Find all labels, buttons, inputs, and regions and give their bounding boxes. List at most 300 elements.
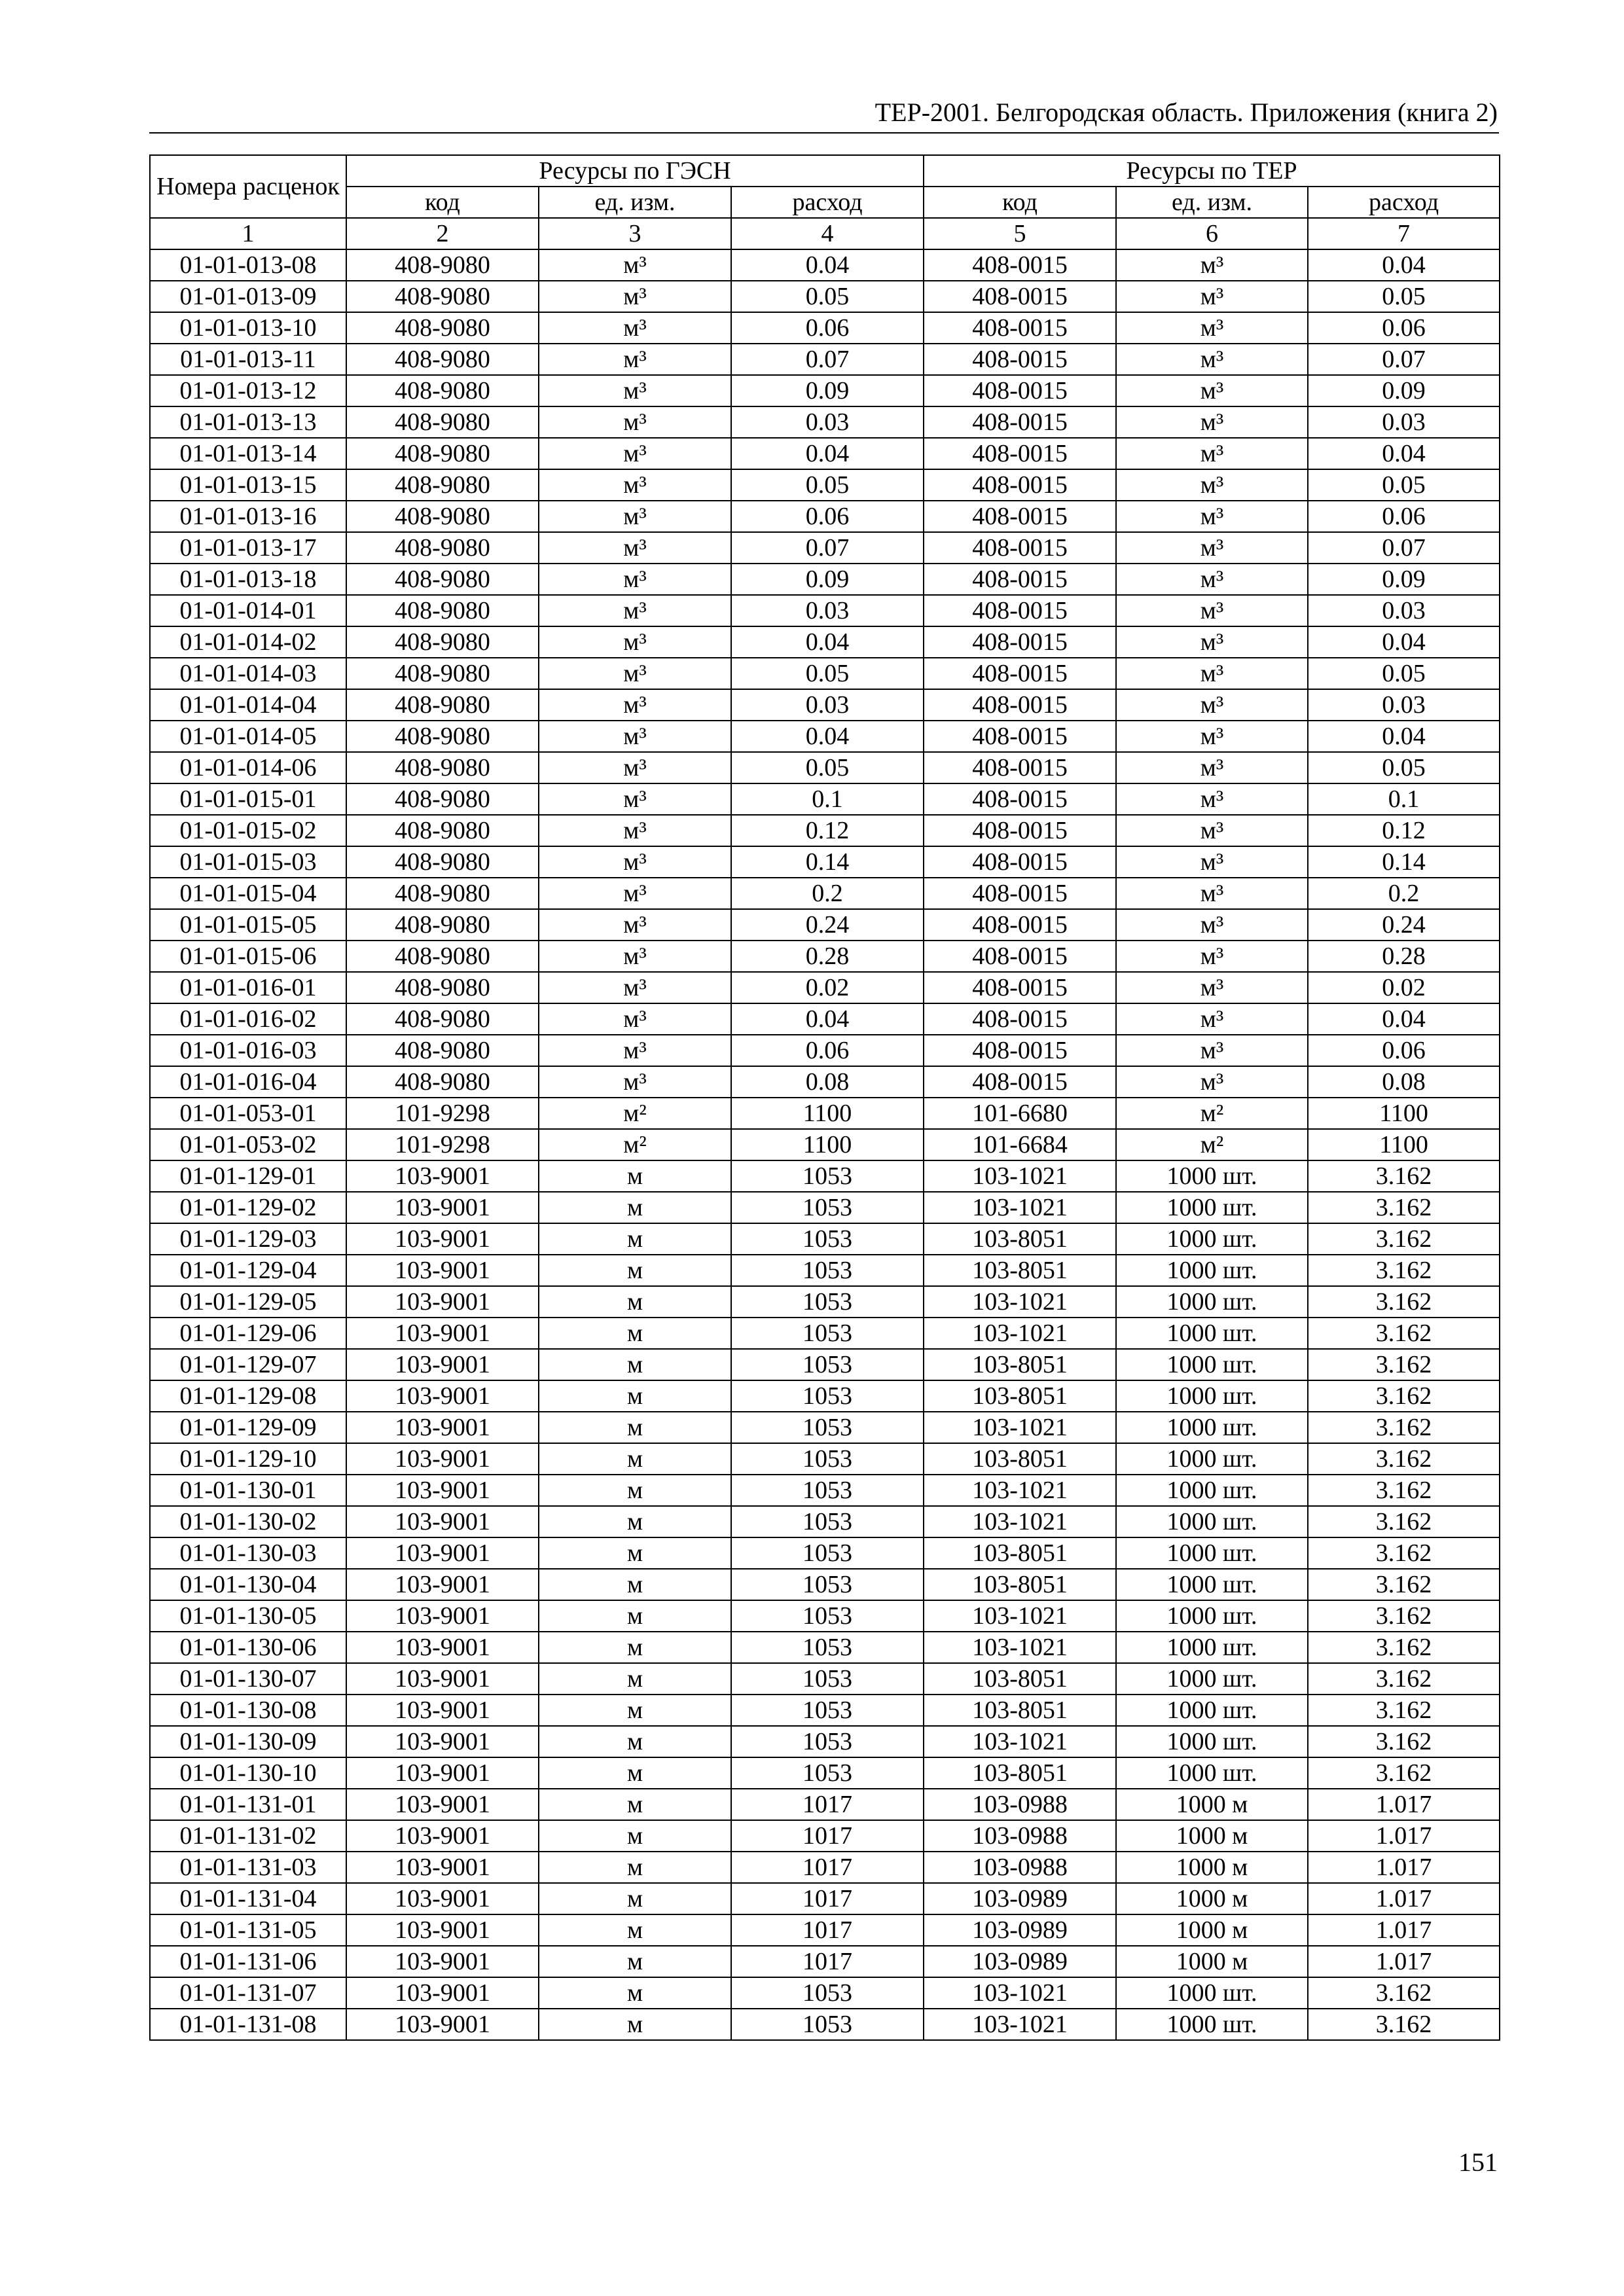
column-header-ter-code: код xyxy=(924,187,1116,218)
gesn-code-cell: 408-9080 xyxy=(346,941,539,972)
ter-consumption-cell: 3.162 xyxy=(1308,2009,1500,2040)
ter-unit-cell: м³ xyxy=(1116,406,1308,438)
gesn-consumption-cell: 1053 xyxy=(731,1506,924,1537)
rate-number-cell: 01-01-053-01 xyxy=(150,1098,346,1129)
gesn-unit-cell: м³ xyxy=(539,312,731,344)
ter-consumption-cell: 0.04 xyxy=(1308,249,1500,281)
gesn-unit-cell: м³ xyxy=(539,406,731,438)
ter-consumption-cell: 0.04 xyxy=(1308,626,1500,658)
ter-consumption-cell: 3.162 xyxy=(1308,1757,1500,1789)
ter-code-cell: 408-0015 xyxy=(924,972,1116,1003)
gesn-consumption-cell: 0.04 xyxy=(731,626,924,658)
gesn-code-cell: 101-9298 xyxy=(346,1098,539,1129)
ter-consumption-cell: 3.162 xyxy=(1308,1412,1500,1443)
ter-code-cell: 103-8051 xyxy=(924,1695,1116,1726)
column-number: 7 xyxy=(1308,218,1500,249)
ter-unit-cell: м³ xyxy=(1116,501,1308,532)
ter-unit-cell: м³ xyxy=(1116,909,1308,941)
gesn-consumption-cell: 0.04 xyxy=(731,721,924,752)
ter-code-cell: 103-1021 xyxy=(924,1318,1116,1349)
ter-unit-cell: 1000 шт. xyxy=(1116,1695,1308,1726)
table-row xyxy=(150,626,1500,658)
gesn-code-cell: 103-9001 xyxy=(346,1914,539,1946)
gesn-unit-cell: м³ xyxy=(539,249,731,281)
table-row xyxy=(150,721,1500,752)
ter-code-cell: 408-0015 xyxy=(924,846,1116,878)
gesn-unit-cell: м xyxy=(539,1726,731,1757)
ter-consumption-cell: 0.24 xyxy=(1308,909,1500,941)
ter-consumption-cell: 0.03 xyxy=(1308,595,1500,626)
ter-consumption-cell: 3.162 xyxy=(1308,1318,1500,1349)
gesn-unit-cell: м³ xyxy=(539,469,731,501)
gesn-unit-cell: м³ xyxy=(539,878,731,909)
rate-number-cell: 01-01-014-06 xyxy=(150,752,346,783)
ter-code-cell: 103-1021 xyxy=(924,1412,1116,1443)
rate-number-cell: 01-01-129-06 xyxy=(150,1318,346,1349)
gesn-consumption-cell: 1053 xyxy=(731,1475,924,1506)
gesn-code-cell: 103-9001 xyxy=(346,1537,539,1569)
gesn-consumption-cell: 1017 xyxy=(731,1789,924,1820)
table-row xyxy=(150,1506,1500,1537)
table-row xyxy=(150,1318,1500,1349)
gesn-code-cell: 408-9080 xyxy=(346,721,539,752)
ter-code-cell: 408-0015 xyxy=(924,375,1116,406)
gesn-code-cell: 103-9001 xyxy=(346,2009,539,2040)
table-row xyxy=(150,1223,1500,1255)
ter-consumption-cell: 0.05 xyxy=(1308,469,1500,501)
gesn-code-cell: 103-9001 xyxy=(346,1726,539,1757)
rate-number-cell: 01-01-053-02 xyxy=(150,1129,346,1160)
gesn-code-cell: 408-9080 xyxy=(346,406,539,438)
gesn-consumption-cell: 1100 xyxy=(731,1098,924,1129)
rate-number-cell: 01-01-013-09 xyxy=(150,281,346,312)
table-row xyxy=(150,595,1500,626)
rate-number-cell: 01-01-014-04 xyxy=(150,689,346,721)
gesn-code-cell: 408-9080 xyxy=(346,249,539,281)
ter-unit-cell: 1000 м xyxy=(1116,1914,1308,1946)
gesn-consumption-cell: 1017 xyxy=(731,1852,924,1883)
ter-consumption-cell: 0.09 xyxy=(1308,564,1500,595)
gesn-unit-cell: м xyxy=(539,1600,731,1632)
ter-code-cell: 103-8051 xyxy=(924,1757,1116,1789)
ter-code-cell: 408-0015 xyxy=(924,658,1116,689)
gesn-unit-cell: м xyxy=(539,1883,731,1914)
ter-unit-cell: м³ xyxy=(1116,564,1308,595)
gesn-consumption-cell: 1053 xyxy=(731,1537,924,1569)
table-row xyxy=(150,1946,1500,1977)
gesn-code-cell: 408-9080 xyxy=(346,626,539,658)
ter-consumption-cell: 3.162 xyxy=(1308,1600,1500,1632)
gesn-consumption-cell: 0.03 xyxy=(731,406,924,438)
gesn-consumption-cell: 0.06 xyxy=(731,1035,924,1066)
table-row xyxy=(150,469,1500,501)
rate-number-cell: 01-01-013-12 xyxy=(150,375,346,406)
table-row xyxy=(150,312,1500,344)
table-row xyxy=(150,1600,1500,1632)
gesn-code-cell: 103-9001 xyxy=(346,1443,539,1475)
table-row xyxy=(150,689,1500,721)
ter-consumption-cell: 0.03 xyxy=(1308,689,1500,721)
gesn-consumption-cell: 1053 xyxy=(731,1255,924,1286)
ter-unit-cell: 1000 шт. xyxy=(1116,1160,1308,1192)
table-row xyxy=(150,1035,1500,1066)
rate-number-cell: 01-01-016-02 xyxy=(150,1003,346,1035)
column-header-rate-number: Номера расценок xyxy=(150,155,346,218)
gesn-code-cell: 103-9001 xyxy=(346,1569,539,1600)
ter-code-cell: 408-0015 xyxy=(924,752,1116,783)
gesn-unit-cell: м³ xyxy=(539,1066,731,1098)
rate-number-cell: 01-01-014-02 xyxy=(150,626,346,658)
rate-number-cell: 01-01-130-09 xyxy=(150,1726,346,1757)
ter-unit-cell: м³ xyxy=(1116,469,1308,501)
ter-consumption-cell: 3.162 xyxy=(1308,1663,1500,1695)
table-row xyxy=(150,344,1500,375)
gesn-consumption-cell: 1053 xyxy=(731,1600,924,1632)
ter-code-cell: 103-8051 xyxy=(924,1223,1116,1255)
ter-unit-cell: 1000 шт. xyxy=(1116,1569,1308,1600)
rate-number-cell: 01-01-014-03 xyxy=(150,658,346,689)
ter-consumption-cell: 0.04 xyxy=(1308,438,1500,469)
ter-code-cell: 408-0015 xyxy=(924,406,1116,438)
gesn-code-cell: 103-9001 xyxy=(346,1380,539,1412)
ter-unit-cell: 1000 м xyxy=(1116,1820,1308,1852)
gesn-consumption-cell: 0.2 xyxy=(731,878,924,909)
gesn-unit-cell: м³ xyxy=(539,689,731,721)
gesn-unit-cell: м xyxy=(539,1914,731,1946)
gesn-unit-cell: м xyxy=(539,2009,731,2040)
ter-consumption-cell: 3.162 xyxy=(1308,1286,1500,1318)
ter-unit-cell: 1000 шт. xyxy=(1116,1286,1308,1318)
gesn-code-cell: 408-9080 xyxy=(346,344,539,375)
rate-number-cell: 01-01-129-04 xyxy=(150,1255,346,1286)
table-row xyxy=(150,815,1500,846)
table-row xyxy=(150,1160,1500,1192)
table-row xyxy=(150,658,1500,689)
ter-unit-cell: м³ xyxy=(1116,1066,1308,1098)
rate-number-cell: 01-01-015-05 xyxy=(150,909,346,941)
ter-code-cell: 103-8051 xyxy=(924,1537,1116,1569)
gesn-code-cell: 408-9080 xyxy=(346,658,539,689)
ter-code-cell: 101-6684 xyxy=(924,1129,1116,1160)
gesn-code-cell: 103-9001 xyxy=(346,1946,539,1977)
gesn-consumption-cell: 1053 xyxy=(731,1380,924,1412)
gesn-unit-cell: м xyxy=(539,1160,731,1192)
gesn-code-cell: 408-9080 xyxy=(346,564,539,595)
gesn-code-cell: 408-9080 xyxy=(346,846,539,878)
gesn-code-cell: 101-9298 xyxy=(346,1129,539,1160)
ter-consumption-cell: 3.162 xyxy=(1308,1160,1500,1192)
gesn-consumption-cell: 0.07 xyxy=(731,532,924,564)
table-row xyxy=(150,1192,1500,1223)
rate-number-cell: 01-01-015-03 xyxy=(150,846,346,878)
ter-consumption-cell: 1.017 xyxy=(1308,1789,1500,1820)
rate-number-cell: 01-01-014-05 xyxy=(150,721,346,752)
table-row xyxy=(150,846,1500,878)
table-row xyxy=(150,878,1500,909)
ter-unit-cell: м³ xyxy=(1116,689,1308,721)
table-row xyxy=(150,1129,1500,1160)
ter-unit-cell: 1000 шт. xyxy=(1116,1443,1308,1475)
table-row xyxy=(150,1726,1500,1757)
ter-unit-cell: 1000 шт. xyxy=(1116,1600,1308,1632)
rate-number-cell: 01-01-131-07 xyxy=(150,1977,346,2009)
table-row xyxy=(150,1757,1500,1789)
gesn-unit-cell: м³ xyxy=(539,564,731,595)
rate-number-cell: 01-01-129-09 xyxy=(150,1412,346,1443)
gesn-unit-cell: м² xyxy=(539,1129,731,1160)
table-row xyxy=(150,438,1500,469)
column-header-ter-consumption: расход xyxy=(1308,187,1500,218)
table-row xyxy=(150,1098,1500,1129)
ter-code-cell: 103-1021 xyxy=(924,1726,1116,1757)
gesn-unit-cell: м³ xyxy=(539,344,731,375)
gesn-unit-cell: м³ xyxy=(539,815,731,846)
ter-consumption-cell: 3.162 xyxy=(1308,1349,1500,1380)
table-header-row-1 xyxy=(150,155,1500,187)
column-number: 5 xyxy=(924,218,1116,249)
gesn-unit-cell: м xyxy=(539,1349,731,1380)
ter-code-cell: 103-0989 xyxy=(924,1946,1116,1977)
gesn-code-cell: 103-9001 xyxy=(346,1977,539,2009)
gesn-unit-cell: м² xyxy=(539,1098,731,1129)
ter-code-cell: 408-0015 xyxy=(924,501,1116,532)
gesn-consumption-cell: 1053 xyxy=(731,1757,924,1789)
ter-consumption-cell: 0.06 xyxy=(1308,1035,1500,1066)
rate-number-cell: 01-01-129-08 xyxy=(150,1380,346,1412)
gesn-code-cell: 408-9080 xyxy=(346,815,539,846)
ter-code-cell: 103-0988 xyxy=(924,1820,1116,1852)
gesn-unit-cell: м³ xyxy=(539,721,731,752)
gesn-code-cell: 408-9080 xyxy=(346,1003,539,1035)
ter-code-cell: 103-0989 xyxy=(924,1883,1116,1914)
ter-unit-cell: 1000 шт. xyxy=(1116,1412,1308,1443)
rate-number-cell: 01-01-013-16 xyxy=(150,501,346,532)
ter-code-cell: 408-0015 xyxy=(924,941,1116,972)
table-row xyxy=(150,1632,1500,1663)
gesn-unit-cell: м xyxy=(539,1255,731,1286)
gesn-unit-cell: м xyxy=(539,1757,731,1789)
column-group-ter: Ресурсы по ТЕР xyxy=(924,155,1500,187)
ter-consumption-cell: 0.04 xyxy=(1308,1003,1500,1035)
ter-code-cell: 103-8051 xyxy=(924,1569,1116,1600)
table-row xyxy=(150,532,1500,564)
table-row xyxy=(150,783,1500,815)
rate-number-cell: 01-01-014-01 xyxy=(150,595,346,626)
gesn-unit-cell: м³ xyxy=(539,595,731,626)
ter-unit-cell: м³ xyxy=(1116,438,1308,469)
gesn-consumption-cell: 0.03 xyxy=(731,595,924,626)
rate-number-cell: 01-01-015-06 xyxy=(150,941,346,972)
rate-number-cell: 01-01-129-10 xyxy=(150,1443,346,1475)
gesn-consumption-cell: 0.05 xyxy=(731,469,924,501)
rate-number-cell: 01-01-130-07 xyxy=(150,1663,346,1695)
gesn-consumption-cell: 0.05 xyxy=(731,281,924,312)
ter-consumption-cell: 3.162 xyxy=(1308,1726,1500,1757)
ter-unit-cell: м³ xyxy=(1116,344,1308,375)
gesn-code-cell: 103-9001 xyxy=(346,1600,539,1632)
gesn-code-cell: 408-9080 xyxy=(346,972,539,1003)
ter-unit-cell: м³ xyxy=(1116,375,1308,406)
gesn-consumption-cell: 0.1 xyxy=(731,783,924,815)
ter-unit-cell: м³ xyxy=(1116,249,1308,281)
table-row xyxy=(150,972,1500,1003)
gesn-unit-cell: м xyxy=(539,1946,731,1977)
ter-consumption-cell: 3.162 xyxy=(1308,1255,1500,1286)
table-row xyxy=(150,1820,1500,1852)
gesn-unit-cell: м xyxy=(539,1318,731,1349)
ter-consumption-cell: 1.017 xyxy=(1308,1852,1500,1883)
ter-unit-cell: м³ xyxy=(1116,626,1308,658)
ter-code-cell: 408-0015 xyxy=(924,815,1116,846)
gesn-consumption-cell: 1053 xyxy=(731,1318,924,1349)
ter-consumption-cell: 3.162 xyxy=(1308,1475,1500,1506)
ter-consumption-cell: 0.02 xyxy=(1308,972,1500,1003)
page-number: 151 xyxy=(1458,2147,1498,2177)
rate-number-cell: 01-01-016-03 xyxy=(150,1035,346,1066)
gesn-unit-cell: м³ xyxy=(539,909,731,941)
ter-unit-cell: 1000 шт. xyxy=(1116,1349,1308,1380)
gesn-unit-cell: м xyxy=(539,1789,731,1820)
ter-unit-cell: м³ xyxy=(1116,595,1308,626)
gesn-consumption-cell: 1053 xyxy=(731,1569,924,1600)
ter-unit-cell: м³ xyxy=(1116,1003,1308,1035)
gesn-unit-cell: м³ xyxy=(539,438,731,469)
ter-consumption-cell: 1.017 xyxy=(1308,1946,1500,1977)
gesn-unit-cell: м³ xyxy=(539,1035,731,1066)
gesn-unit-cell: м xyxy=(539,1820,731,1852)
gesn-consumption-cell: 0.09 xyxy=(731,375,924,406)
table-column-numbers-row xyxy=(150,218,1500,249)
rate-number-cell: 01-01-131-05 xyxy=(150,1914,346,1946)
gesn-consumption-cell: 1053 xyxy=(731,1192,924,1223)
gesn-consumption-cell: 1053 xyxy=(731,2009,924,2040)
table-row xyxy=(150,501,1500,532)
gesn-code-cell: 408-9080 xyxy=(346,595,539,626)
rate-number-cell: 01-01-130-03 xyxy=(150,1537,346,1569)
table-row xyxy=(150,249,1500,281)
ter-code-cell: 103-1021 xyxy=(924,1632,1116,1663)
table-row xyxy=(150,406,1500,438)
rate-number-cell: 01-01-013-13 xyxy=(150,406,346,438)
gesn-code-cell: 103-9001 xyxy=(346,1506,539,1537)
ter-unit-cell: м³ xyxy=(1116,783,1308,815)
rate-number-cell: 01-01-013-18 xyxy=(150,564,346,595)
ter-code-cell: 103-1021 xyxy=(924,1475,1116,1506)
gesn-code-cell: 408-9080 xyxy=(346,501,539,532)
gesn-unit-cell: м xyxy=(539,1977,731,2009)
table-header-row-2 xyxy=(150,187,1500,218)
ter-code-cell: 103-1021 xyxy=(924,1160,1116,1192)
column-number: 3 xyxy=(539,218,731,249)
rate-number-cell: 01-01-013-17 xyxy=(150,532,346,564)
ter-code-cell: 103-1021 xyxy=(924,1977,1116,2009)
table-row xyxy=(150,1380,1500,1412)
gesn-unit-cell: м³ xyxy=(539,1003,731,1035)
ter-unit-cell: м³ xyxy=(1116,1035,1308,1066)
gesn-code-cell: 103-9001 xyxy=(346,1160,539,1192)
gesn-consumption-cell: 0.04 xyxy=(731,438,924,469)
ter-consumption-cell: 0.05 xyxy=(1308,658,1500,689)
ter-code-cell: 408-0015 xyxy=(924,909,1116,941)
gesn-unit-cell: м xyxy=(539,1569,731,1600)
ter-unit-cell: 1000 шт. xyxy=(1116,1380,1308,1412)
gesn-unit-cell: м³ xyxy=(539,752,731,783)
ter-unit-cell: м³ xyxy=(1116,658,1308,689)
rate-number-cell: 01-01-129-01 xyxy=(150,1160,346,1192)
table-row xyxy=(150,1789,1500,1820)
rate-number-cell: 01-01-130-10 xyxy=(150,1757,346,1789)
ter-code-cell: 101-6680 xyxy=(924,1098,1116,1129)
ter-consumption-cell: 0.06 xyxy=(1308,501,1500,532)
gesn-unit-cell: м³ xyxy=(539,658,731,689)
ter-consumption-cell: 0.08 xyxy=(1308,1066,1500,1098)
gesn-consumption-cell: 1053 xyxy=(731,1349,924,1380)
table-row xyxy=(150,1003,1500,1035)
rate-number-cell: 01-01-131-03 xyxy=(150,1852,346,1883)
ter-unit-cell: 1000 м xyxy=(1116,1789,1308,1820)
ter-consumption-cell: 0.04 xyxy=(1308,721,1500,752)
gesn-consumption-cell: 0.04 xyxy=(731,249,924,281)
ter-code-cell: 408-0015 xyxy=(924,1035,1116,1066)
gesn-code-cell: 103-9001 xyxy=(346,1255,539,1286)
gesn-consumption-cell: 0.04 xyxy=(731,1003,924,1035)
gesn-unit-cell: м xyxy=(539,1475,731,1506)
gesn-consumption-cell: 0.05 xyxy=(731,658,924,689)
gesn-consumption-cell: 1053 xyxy=(731,1412,924,1443)
gesn-unit-cell: м xyxy=(539,1506,731,1537)
gesn-unit-cell: м³ xyxy=(539,846,731,878)
column-number: 6 xyxy=(1116,218,1308,249)
ter-code-cell: 103-1021 xyxy=(924,1506,1116,1537)
gesn-consumption-cell: 0.09 xyxy=(731,564,924,595)
table-row xyxy=(150,1349,1500,1380)
ter-unit-cell: м³ xyxy=(1116,846,1308,878)
table-row xyxy=(150,1883,1500,1914)
table-body xyxy=(150,249,1500,2040)
ter-consumption-cell: 1.017 xyxy=(1308,1914,1500,1946)
ter-unit-cell: м³ xyxy=(1116,815,1308,846)
ter-code-cell: 408-0015 xyxy=(924,783,1116,815)
column-number: 1 xyxy=(150,218,346,249)
ter-code-cell: 103-1021 xyxy=(924,1192,1116,1223)
ter-unit-cell: м³ xyxy=(1116,532,1308,564)
ter-unit-cell: 1000 шт. xyxy=(1116,1977,1308,2009)
ter-code-cell: 103-8051 xyxy=(924,1380,1116,1412)
ter-unit-cell: м³ xyxy=(1116,752,1308,783)
table-row xyxy=(150,1852,1500,1883)
ter-unit-cell: 1000 м xyxy=(1116,1946,1308,1977)
column-header-gesn-unit: ед. изм. xyxy=(539,187,731,218)
gesn-consumption-cell: 0.05 xyxy=(731,752,924,783)
rate-number-cell: 01-01-130-02 xyxy=(150,1506,346,1537)
gesn-consumption-cell: 1053 xyxy=(731,1663,924,1695)
ter-consumption-cell: 0.09 xyxy=(1308,375,1500,406)
gesn-code-cell: 103-9001 xyxy=(346,1223,539,1255)
rate-number-cell: 01-01-129-07 xyxy=(150,1349,346,1380)
table-row xyxy=(150,1569,1500,1600)
gesn-unit-cell: м³ xyxy=(539,783,731,815)
rate-number-cell: 01-01-013-15 xyxy=(150,469,346,501)
gesn-unit-cell: м³ xyxy=(539,281,731,312)
gesn-code-cell: 103-9001 xyxy=(346,1789,539,1820)
gesn-consumption-cell: 1053 xyxy=(731,1726,924,1757)
gesn-code-cell: 408-9080 xyxy=(346,689,539,721)
rate-number-cell: 01-01-129-02 xyxy=(150,1192,346,1223)
ter-consumption-cell: 0.06 xyxy=(1308,312,1500,344)
table-row xyxy=(150,1066,1500,1098)
ter-consumption-cell: 3.162 xyxy=(1308,1632,1500,1663)
gesn-code-cell: 408-9080 xyxy=(346,783,539,815)
